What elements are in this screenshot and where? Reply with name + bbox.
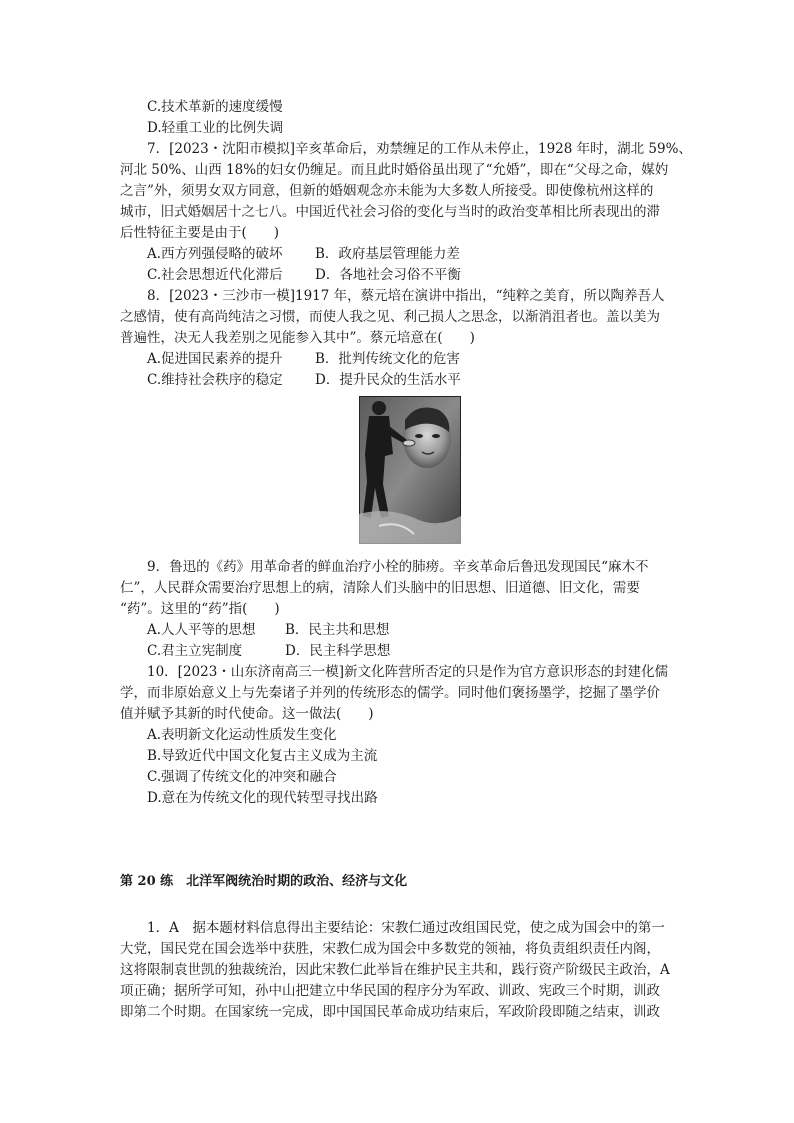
answer-line-4: 项正确；据所学可知，孙中山把建立中华民国的程序分为军政、训政、宪政三个时期，训政 — [120, 983, 660, 999]
q9-option-b: B．民主共和思想 — [285, 622, 390, 638]
q8-option-c: C.维持社会秩序的稳定 — [147, 372, 283, 388]
q7-stem-line-3: 之言”外，须男女双方同意，但新的婚姻观念亦未能为大多数人所接受。即使像杭州这样的 — [120, 183, 654, 199]
q7-stem-line-4: 城市，旧式婚姻居十之七八。中国近代社会习俗的变化与当时的政治变革相比所表现出的滞 — [120, 204, 660, 220]
q6-option-c: C.技术革新的速度缓慢 — [147, 99, 283, 115]
q9-option-a: A.人人平等的思想 — [147, 622, 256, 638]
medicine-film-poster — [359, 396, 461, 544]
q8-options-row-2 — [147, 370, 461, 390]
q9-options-row-2 — [147, 641, 391, 661]
q8-stem-line-1: 8．[2023・三沙市一模]1917 年，蔡元培在演讲中指出，“纯粹之美育，所以陶养吾人 — [147, 288, 665, 304]
q8-option-d: D．提升民众的生活水平 — [315, 372, 461, 388]
answer-line-1: 1．A 据本题材料信息得出主要结论：宋教仁通过改组国民党，使之成为国会中的第一 — [147, 920, 665, 936]
q7-option-a: A.西方列强侵略的破坏 — [147, 246, 283, 262]
q10-option-b: B.导致近代中国文化复古主义成为主流 — [147, 748, 378, 764]
q10-stem-line-1: 10．[2023・山东济南高三一模]新文化阵营所否定的只是作为官方意识形态的封建化儒 — [147, 664, 669, 680]
q6-option-d: D.轻重工业的比例失调 — [147, 120, 284, 136]
q8-option-a: A.促进国民素养的提升 — [147, 351, 283, 367]
answer-line-2: 大党，国民党在国会选举中获胜，宋教仁成为国会中多数党的领袖，将负责组织责任内阁， — [120, 941, 660, 957]
q9-option-c: C.君主立宪制度 — [147, 643, 243, 659]
q10-stem-line-3: 值并赋予其新的时代使命。这一做法( ) — [120, 706, 374, 722]
q9-options-row-1 — [147, 620, 390, 640]
q9-option-d: D．民主科学思想 — [285, 643, 391, 659]
q8-stem-line-3: 普遍性，决无人我差别之见能参入其中”。蔡元培意在( ) — [120, 330, 475, 346]
q9-stem-line-2: 仁”，人民群众需要治疗思想上的病，清除人们头脑中的旧思想、旧道德、旧文化，需要 — [120, 580, 640, 596]
q8-options-row-1 — [147, 349, 460, 369]
q9-stem-line-1: 9．鲁迅的《药》用革命者的鲜血治疗小栓的肺痨。辛亥革命后鲁迅发现国民“麻木不 — [147, 559, 649, 575]
q7-stem-line-5: 后性特征主要是由于( ) — [120, 225, 280, 241]
q10-option-c: C.强调了传统文化的冲突和融合 — [147, 769, 337, 785]
q8-stem-line-2: 之感情，使有高尚纯洁之习惯，而使人我之见、利己损人之思念，以渐消沮者也。盖以美为 — [120, 309, 660, 325]
q7-options-row-1 — [147, 244, 460, 264]
q7-stem-line-2: 河北 50%、山西 18%的妇女仍缠足。而且此时婚俗虽出现了“允婚”，即在“父母之命，媒妁 — [120, 162, 669, 178]
q7-stem-line-1: 7．[2023・沈阳市模拟]辛亥革命后，劝禁缠足的工作从未停止，1928 年时，湖北 59%、 — [147, 141, 692, 157]
q7-option-d: D．各地社会习俗不平衡 — [315, 267, 461, 283]
q7-options-row-2 — [147, 265, 461, 285]
q10-option-a: A.表明新文化运动性质发生变化 — [147, 727, 337, 743]
answer-line-5: 即第二个时期。在国家统一完成，即中国国民革命成功结束后，军政阶段即随之结束，训政 — [120, 1004, 660, 1020]
section-title: 第 20 练 北洋军阀统治时期的政治、经济与文化 — [120, 874, 408, 889]
q10-option-d: D.意在为传统文化的现代转型寻找出路 — [147, 790, 378, 806]
q9-stem-line-3: “药”。这里的“药”指( ) — [120, 601, 280, 617]
q7-option-c: C.社会思想近代化滞后 — [147, 267, 283, 283]
answer-line-3: 这将限制袁世凯的独裁统治，因此宋教仁此举旨在维护民主共和，践行资产阶级民主政治，A — [120, 962, 670, 978]
q10-stem-line-2: 学，而非原始意义上与先秦诸子并列的传统形态的儒学。同时他们褒扬墨学，挖掘了墨学价 — [120, 685, 660, 701]
q7-option-b: B．政府基层管理能力差 — [315, 246, 460, 262]
q8-option-b: B．批判传统文化的危害 — [315, 351, 460, 367]
